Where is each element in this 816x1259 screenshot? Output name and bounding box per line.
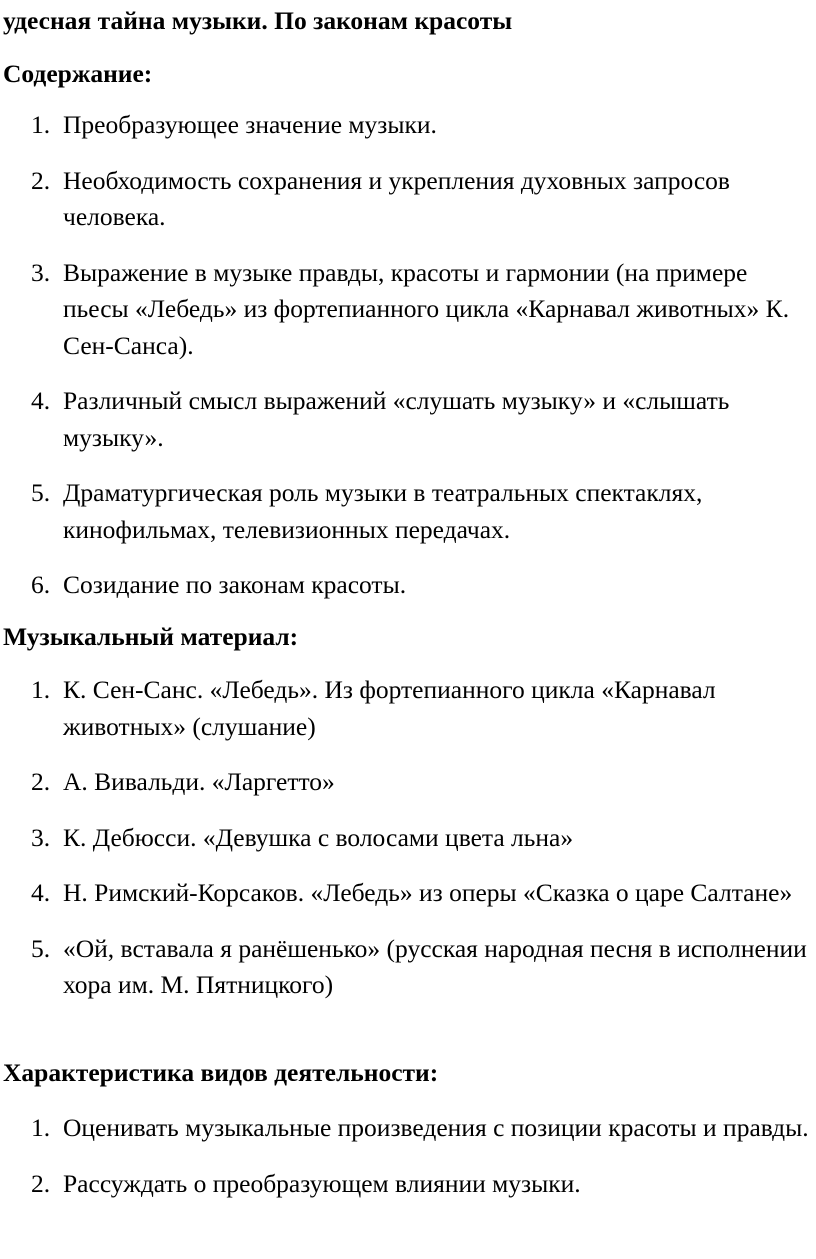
list-item-text: Н. Римский-Корсаков. «Лебедь» из оперы «Сказка о царе Салтане» <box>63 878 793 907</box>
list-item-text: Созидание по законам красоты. <box>63 570 407 599</box>
list-item-text: Рассуждать о преобразующем влиянии музыки. <box>63 1168 581 1198</box>
list-item-text: Преобразующее значение музыки. <box>63 110 437 139</box>
list-item-text: К. Дебюсси. «Девушка с волосами цвета льна» <box>63 822 574 852</box>
list-item <box>0 764 816 801</box>
document-title: удесная тайна музыки. По законам красоты <box>3 6 513 35</box>
list-item <box>0 383 816 456</box>
list-item <box>0 875 816 912</box>
list-item-text: Выражение в музыке правды, красоты и гармонии (на примере пьесы «Лебедь» из фортепианного цикла «Карнавал животных» К. Сен-Санса). <box>63 257 790 360</box>
list-item <box>0 1110 816 1147</box>
list-item <box>0 1166 816 1203</box>
list-item-number: 2. <box>31 1168 51 1198</box>
list-item-number: 5. <box>31 478 51 507</box>
list-item-text: Оценивать музыкальные произведения с позиции красоты и правды. <box>63 1113 809 1142</box>
list-item <box>0 931 816 1004</box>
list-item-text: Различный смысл выражений «слушать музыку» и «слышать музыку». <box>63 386 730 452</box>
list-item-number: 1. <box>31 675 51 704</box>
list-item-number: 2. <box>31 165 51 195</box>
list-item <box>0 567 816 604</box>
list-item-text: «Ой, вставала я ранёшенько» (русская народная песня в исполнении хора им. М. Пятницкого) <box>63 933 807 999</box>
list-item <box>0 820 816 857</box>
activities-heading: Характеристика видов деятельности: <box>3 1058 439 1087</box>
list-item-number: 2. <box>31 767 51 796</box>
list-item-text: Драматургическая роль музыки в театральных спектаклях, кинофильмах, телевизионных передачах. <box>63 478 703 544</box>
content-list <box>0 107 816 604</box>
list-item-number: 4. <box>31 878 51 907</box>
list-item-number: 6. <box>31 570 51 599</box>
list-item <box>0 163 816 236</box>
list-item-number: 3. <box>31 257 51 287</box>
list-item <box>0 255 816 365</box>
list-item <box>0 475 816 548</box>
activities-list <box>0 1110 816 1202</box>
list-item-number: 1. <box>31 1113 51 1142</box>
content-heading: Содержание: <box>3 59 153 88</box>
list-item-number: 4. <box>31 386 51 415</box>
list-item-text: К. Сен-Санс. «Лебедь». Из фортепианного цикла «Карнавал животных» (слушание) <box>63 675 716 741</box>
list-item <box>0 672 816 745</box>
list-item-text: А. Вивальди. «Ларгетто» <box>63 767 335 796</box>
material-heading: Музыкальный материал: <box>3 622 299 651</box>
list-item-number: 5. <box>31 933 51 963</box>
list-item <box>0 107 816 144</box>
list-item-text: Необходимость сохранения и укрепления духовных запросов человека. <box>63 165 730 231</box>
material-list <box>0 672 816 1004</box>
list-item-number: 3. <box>31 822 51 852</box>
list-item-number: 1. <box>31 110 51 139</box>
